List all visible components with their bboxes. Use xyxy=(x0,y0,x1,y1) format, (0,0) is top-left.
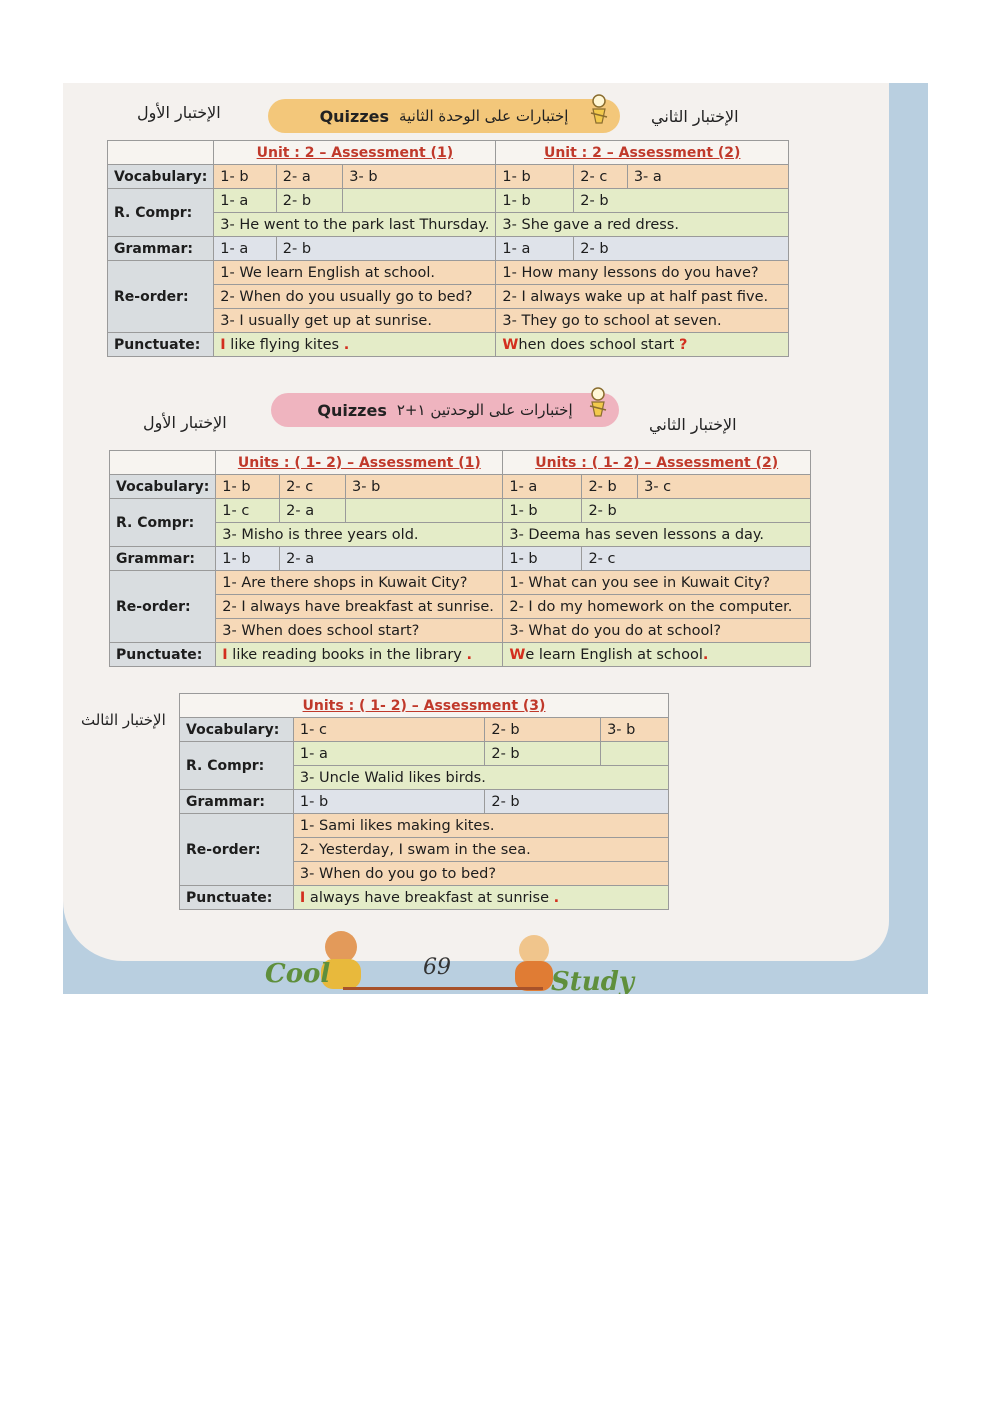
answer-cell: 2- I always have breakfast at sunrise. xyxy=(216,595,503,619)
footer-cool-text: Cool xyxy=(265,959,331,989)
answer-cell: 2- c xyxy=(574,165,628,189)
answer-cell: 1- b xyxy=(214,165,276,189)
answer-cell: 3- What do you do at school? xyxy=(503,619,811,643)
answer-cell: 1- What can you see in Kuwait City? xyxy=(503,571,811,595)
answer-cell: 1- a xyxy=(214,237,276,261)
page-photo xyxy=(63,83,928,994)
punct-label: Punctuate: xyxy=(108,333,214,357)
section2-left-title: الإختبار الأول xyxy=(143,413,227,432)
table-header-row xyxy=(108,141,789,165)
reorder-row xyxy=(110,571,811,595)
answer-cell: 2- b xyxy=(485,742,601,766)
answer-cell: 3- Deema has seven lessons a day. xyxy=(503,523,811,547)
answer-cell: 3- b xyxy=(343,165,496,189)
reorder-label: Re-order: xyxy=(108,261,214,333)
answer-cell: 2- b xyxy=(582,475,638,499)
answer-cell: 2- b xyxy=(485,718,601,742)
assessment-header: Unit : 2 – Assessment (2) xyxy=(496,141,789,165)
answer-cell: 1- a xyxy=(496,237,574,261)
answer-cell: 1- b xyxy=(503,547,582,571)
mascot-icon xyxy=(586,93,612,127)
banner-arabic-text: إختبارات على الوحدتين ١+٢ xyxy=(396,401,573,419)
section1-right-title: الإختبار الثاني xyxy=(651,107,739,126)
assessment-header: Unit : 2 – Assessment (1) xyxy=(214,141,496,165)
answer-cell: I always have breakfast at sunrise . xyxy=(293,886,668,910)
answer-cell: I like reading books in the library . xyxy=(216,643,503,667)
answer-cell: When does school start ? xyxy=(496,333,789,357)
answer-cell: 2- b xyxy=(276,189,343,213)
grammar-label: Grammar: xyxy=(180,790,294,814)
answer-cell: 2- I always wake up at half past five. xyxy=(496,285,789,309)
punct-label: Punctuate: xyxy=(110,643,216,667)
answer-cell: 2- Yesterday, I swam in the sea. xyxy=(293,838,668,862)
vocab-label: Vocabulary: xyxy=(180,718,294,742)
section1-table xyxy=(107,140,789,357)
answer-cell: I like flying kites . xyxy=(214,333,496,357)
answer-cell: 1- b xyxy=(496,165,574,189)
answer-cell: 3- They go to school at seven. xyxy=(496,309,789,333)
answer-cell: 1- a xyxy=(293,742,484,766)
rc-label: R. Compr: xyxy=(108,189,214,237)
answer-cell: 1- a xyxy=(214,189,276,213)
section3-title: الإختبار الثالث xyxy=(81,711,166,729)
rc-label: R. Compr: xyxy=(180,742,294,790)
answer-cell: 3- When do you go to bed? xyxy=(293,862,668,886)
banner-arabic-text: إختبارات على الوحدة الثانية xyxy=(399,107,569,125)
answer-cell: 3- Uncle Walid likes birds. xyxy=(293,766,668,790)
section1-banner xyxy=(268,99,620,133)
answer-cell: 1- b xyxy=(216,475,280,499)
table-header-row xyxy=(180,694,669,718)
answer-cell: 3- a xyxy=(627,165,788,189)
answer-cell: 1- Sami likes making kites. xyxy=(293,814,668,838)
punct-label: Punctuate: xyxy=(180,886,294,910)
answer-cell: 1- c xyxy=(293,718,484,742)
answer-cell: We learn English at school. xyxy=(503,643,811,667)
assessment-header: Units : ( 1- 2) – Assessment (3) xyxy=(180,694,669,718)
answer-cell: 1- b xyxy=(503,499,582,523)
answer-cell: 1- b xyxy=(496,189,574,213)
answer-cell: 2- c xyxy=(582,547,811,571)
answer-cell: 3- I usually get up at sunrise. xyxy=(214,309,496,333)
answer-cell: 3- b xyxy=(346,475,503,499)
answer-cell: 2- I do my homework on the computer. xyxy=(503,595,811,619)
grammar-row xyxy=(180,790,669,814)
answer-cell: 2- b xyxy=(276,237,496,261)
grammar-row xyxy=(108,237,789,261)
vocab-row xyxy=(110,475,811,499)
answer-cell: 2- b xyxy=(485,790,669,814)
reorder-row xyxy=(108,261,789,285)
grammar-label: Grammar: xyxy=(110,547,216,571)
section2-banner xyxy=(271,393,619,427)
answer-cell: 2- a xyxy=(280,499,346,523)
answer-cell: 1- We learn English at school. xyxy=(214,261,496,285)
banner-quizzes-label: Quizzes xyxy=(319,106,390,126)
footer-study-text: Study xyxy=(551,967,634,994)
grammar-row xyxy=(110,547,811,571)
table-header-row xyxy=(110,451,811,475)
grammar-label: Grammar: xyxy=(108,237,214,261)
answer-cell: 2- b xyxy=(582,499,811,523)
answer-cell: 2- a xyxy=(276,165,343,189)
assessment-header: Units : ( 1- 2) – Assessment (1) xyxy=(216,451,503,475)
section3-table xyxy=(179,693,669,910)
page-paper xyxy=(63,83,889,961)
answer-cell: 3- c xyxy=(638,475,811,499)
banner-quizzes-label: Quizzes xyxy=(317,400,387,420)
vocab-row xyxy=(108,165,789,189)
reorder-label: Re-order: xyxy=(180,814,294,886)
answer-cell: 1- b xyxy=(216,547,280,571)
answer-cell: 1- b xyxy=(293,790,484,814)
answer-cell: 2- b xyxy=(574,189,789,213)
answer-cell: 1- Are there shops in Kuwait City? xyxy=(216,571,503,595)
rope-line xyxy=(343,987,543,990)
mascot-icon xyxy=(585,386,611,420)
answer-cell: 1- c xyxy=(216,499,280,523)
section1-left-title: الإختبار الأول xyxy=(137,103,221,122)
answer-cell: 1- a xyxy=(503,475,582,499)
assessment-header: Units : ( 1- 2) – Assessment (2) xyxy=(503,451,811,475)
vocab-row xyxy=(180,718,669,742)
answer-cell: 2- b xyxy=(574,237,789,261)
punct-row xyxy=(110,643,811,667)
punct-row xyxy=(108,333,789,357)
answer-cell: 3- Misho is three years old. xyxy=(216,523,503,547)
answer-cell: 3- When does school start? xyxy=(216,619,503,643)
vocab-label: Vocabulary: xyxy=(110,475,216,499)
answer-cell: 3- He went to the park last Thursday. xyxy=(214,213,496,237)
section2-right-title: الإختبار الثاني xyxy=(649,415,737,434)
section2-table xyxy=(109,450,811,667)
vocab-label: Vocabulary: xyxy=(108,165,214,189)
punct-row xyxy=(180,886,669,910)
answer-cell: 2- When do you usually go to bed? xyxy=(214,285,496,309)
answer-cell: 3- b xyxy=(601,718,669,742)
answer-cell: 3- She gave a red dress. xyxy=(496,213,789,237)
rc-label: R. Compr: xyxy=(110,499,216,547)
answer-cell: 2- c xyxy=(280,475,346,499)
rc-row xyxy=(180,742,669,766)
answer-cell: 1- How many lessons do you have? xyxy=(496,261,789,285)
rc-row xyxy=(110,499,811,523)
rc-row xyxy=(108,189,789,213)
reorder-label: Re-order: xyxy=(110,571,216,643)
page-number: 69 xyxy=(423,955,451,980)
reorder-row xyxy=(180,814,669,838)
answer-cell: 2- a xyxy=(280,547,503,571)
